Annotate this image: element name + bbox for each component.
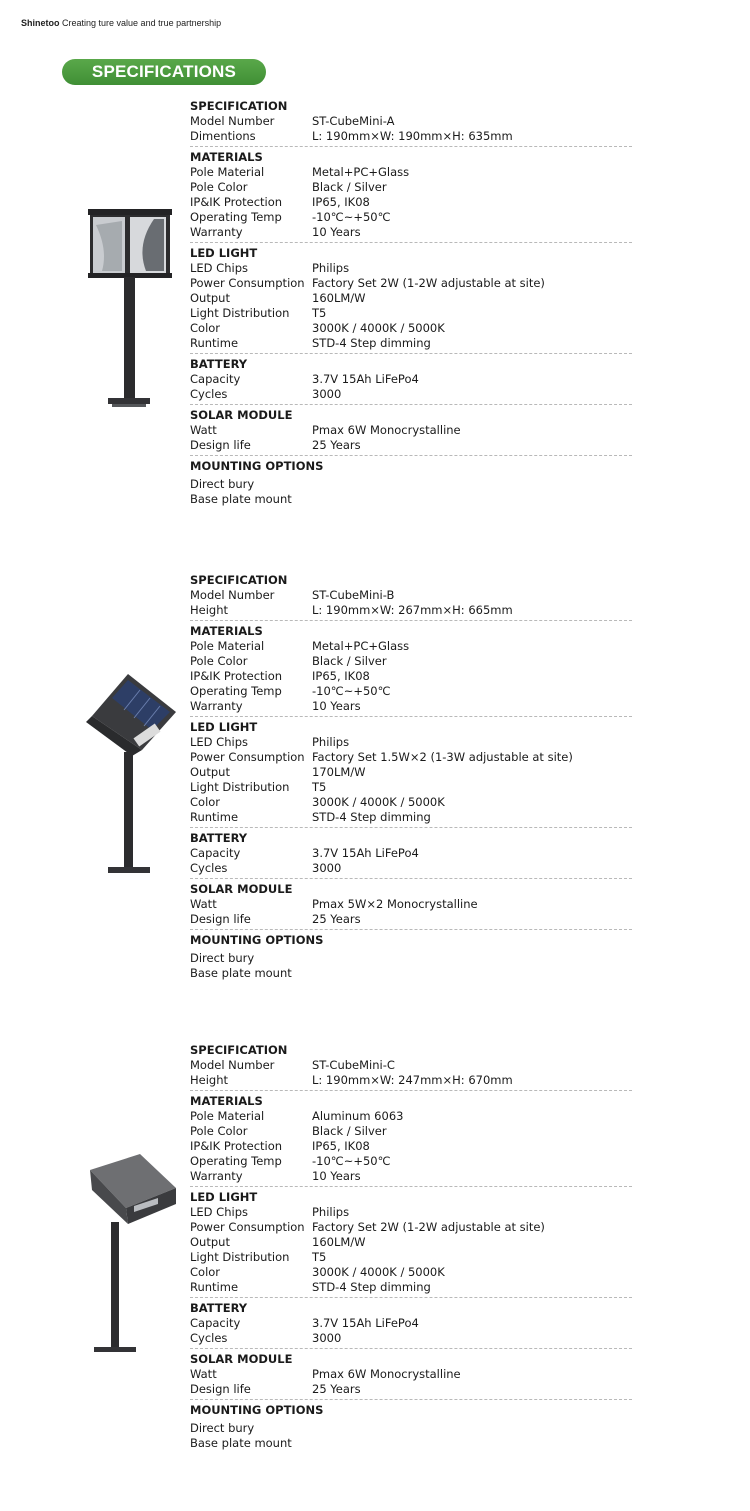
group-title: SPECIFICATION xyxy=(190,1043,288,1057)
spec-row: Warranty 10 Years xyxy=(190,1169,361,1183)
mounting-option: Base plate mount xyxy=(190,1436,292,1450)
group-battery xyxy=(190,831,632,879)
group-specification xyxy=(190,99,632,147)
spec-row: Capacity 3.7V 15Ah LiFePo4 xyxy=(190,1316,419,1330)
spec-row: Runtime STD-4 Step dimming xyxy=(190,810,431,824)
spec-row: Output 160LM/W xyxy=(190,1235,366,1249)
product-image-cubemini-a xyxy=(84,205,176,413)
header-bar xyxy=(21,16,221,30)
spec-row: IP&IK Protection IP65, IK08 xyxy=(190,195,370,209)
group-title: MOUNTING OPTIONS xyxy=(190,459,324,473)
group-title: SPECIFICATION xyxy=(190,573,288,587)
spec-row: Watt Pmax 6W Monocrystalline xyxy=(190,423,461,437)
spec-row: Height L: 190mm×W: 247mm×H: 670mm xyxy=(190,1073,513,1087)
group-title: BATTERY xyxy=(190,357,248,371)
group-title: SPECIFICATION xyxy=(190,99,288,113)
group-materials xyxy=(190,624,632,717)
spec-row: Cycles 3000 xyxy=(190,1331,342,1345)
group-title: MATERIALS xyxy=(190,1094,263,1108)
group-title: MOUNTING OPTIONS xyxy=(190,1403,324,1417)
spec-row: Pole Material Aluminum 6063 xyxy=(190,1109,404,1123)
spec-row: Runtime STD-4 Step dimming xyxy=(190,1280,431,1294)
group-title: SOLAR MODULE xyxy=(190,1352,293,1366)
spec-row: Pole Material Metal+PC+Glass xyxy=(190,165,410,179)
spec-row: Capacity 3.7V 15Ah LiFePo4 xyxy=(190,846,419,860)
brand-name: Shinetoo xyxy=(21,18,60,28)
spec-row: Design life 25 Years xyxy=(190,438,361,452)
spec-row: Capacity 3.7V 15Ah LiFePo4 xyxy=(190,372,419,386)
group-solar-module xyxy=(190,1352,632,1400)
group-led-light xyxy=(190,720,632,828)
brand-tagline: Creating ture value and true partnership xyxy=(62,18,222,28)
spec-row: Power Consumption Factory Set 1.5W×2 (1-3W adjustable at site) xyxy=(190,750,573,764)
mounting-option: Base plate mount xyxy=(190,966,292,980)
group-title: LED LIGHT xyxy=(190,246,258,260)
spec-row: Runtime STD-4 Step dimming xyxy=(190,336,431,350)
group-title: MATERIALS xyxy=(190,150,263,164)
mounting-option: Base plate mount xyxy=(190,492,292,506)
group-title: SOLAR MODULE xyxy=(190,882,293,896)
spec-row: Power Consumption Factory Set 2W (1-2W adjustable at site) xyxy=(190,276,545,290)
product-image-cubemini-c xyxy=(86,1150,182,1356)
spec-row: Light Distribution T5 xyxy=(190,306,327,320)
group-title: SOLAR MODULE xyxy=(190,408,293,422)
group-title: LED LIGHT xyxy=(190,1190,258,1204)
spec-row: Pole Color Black / Silver xyxy=(190,654,387,668)
spec-row: Output 160LM/W xyxy=(190,291,366,305)
group-title: BATTERY xyxy=(190,1301,248,1315)
product-image-cubemini-b xyxy=(80,672,180,876)
spec-row: Warranty 10 Years xyxy=(190,699,361,713)
group-battery xyxy=(190,357,632,405)
spec-row: IP&IK Protection IP65, IK08 xyxy=(190,669,370,683)
group-mounting-options xyxy=(190,933,632,983)
spec-row: Model Number ST-CubeMini-B xyxy=(190,588,395,602)
spec-row: Cycles 3000 xyxy=(190,861,342,875)
spec-row: Operating Temp -10℃~+50℃ xyxy=(190,1154,391,1168)
mounting-option: Direct bury xyxy=(190,477,255,491)
group-specification xyxy=(190,1043,632,1091)
spec-row: Pole Color Black / Silver xyxy=(190,1124,387,1138)
spec-row: Operating Temp -10℃~+50℃ xyxy=(190,684,391,698)
spec-row: Color 3000K / 4000K / 5000K xyxy=(190,1265,445,1279)
group-mounting-options xyxy=(190,459,632,509)
spec-row: Pole Color Black / Silver xyxy=(190,180,387,194)
spec-row: LED Chips Philips xyxy=(190,735,350,749)
group-led-light xyxy=(190,246,632,354)
group-title: MATERIALS xyxy=(190,624,263,638)
spec-row: IP&IK Protection IP65, IK08 xyxy=(190,1139,370,1153)
spec-row: LED Chips Philips xyxy=(190,1205,350,1219)
section-title-badge: SPECIFICATIONS xyxy=(62,59,266,85)
spec-row: Light Distribution T5 xyxy=(190,1250,327,1264)
spec-row: Model Number ST-CubeMini-C xyxy=(190,1058,395,1072)
spec-row: Output 170LM/W xyxy=(190,765,366,779)
group-battery xyxy=(190,1301,632,1349)
spec-row: Warranty 10 Years xyxy=(190,225,361,239)
spec-row: Model Number ST-CubeMini-A xyxy=(190,114,395,128)
spec-row: LED Chips Philips xyxy=(190,261,350,275)
spec-row: Design life 25 Years xyxy=(190,1382,361,1396)
spec-row: Light Distribution T5 xyxy=(190,780,327,794)
spec-row: Color 3000K / 4000K / 5000K xyxy=(190,321,445,335)
group-specification xyxy=(190,573,632,621)
group-mounting-options xyxy=(190,1403,632,1453)
group-materials xyxy=(190,150,632,243)
group-materials xyxy=(190,1094,632,1187)
spec-row: Watt Pmax 5W×2 Monocrystalline xyxy=(190,897,478,911)
group-solar-module xyxy=(190,882,632,930)
spec-row: Height L: 190mm×W: 267mm×H: 665mm xyxy=(190,603,513,617)
group-led-light xyxy=(190,1190,632,1298)
group-title: LED LIGHT xyxy=(190,720,258,734)
spec-row: Design life 25 Years xyxy=(190,912,361,926)
group-title: MOUNTING OPTIONS xyxy=(190,933,324,947)
spec-row: Cycles 3000 xyxy=(190,387,342,401)
mounting-option: Direct bury xyxy=(190,1421,255,1435)
spec-row: Watt Pmax 6W Monocrystalline xyxy=(190,1367,461,1381)
spec-row: Dimentions L: 190mm×W: 190mm×H: 635mm xyxy=(190,129,513,143)
spec-sheet-cubemini-a xyxy=(190,99,632,512)
spec-sheet-cubemini-b xyxy=(190,573,632,986)
group-title: BATTERY xyxy=(190,831,248,845)
mounting-option: Direct bury xyxy=(190,951,255,965)
spec-row: Pole Material Metal+PC+Glass xyxy=(190,639,410,653)
spec-row: Power Consumption Factory Set 2W (1-2W adjustable at site) xyxy=(190,1220,545,1234)
spec-row: Color 3000K / 4000K / 5000K xyxy=(190,795,445,809)
group-solar-module xyxy=(190,408,632,456)
spec-sheet-cubemini-c xyxy=(190,1043,632,1456)
spec-row: Operating Temp -10℃~+50℃ xyxy=(190,210,391,224)
